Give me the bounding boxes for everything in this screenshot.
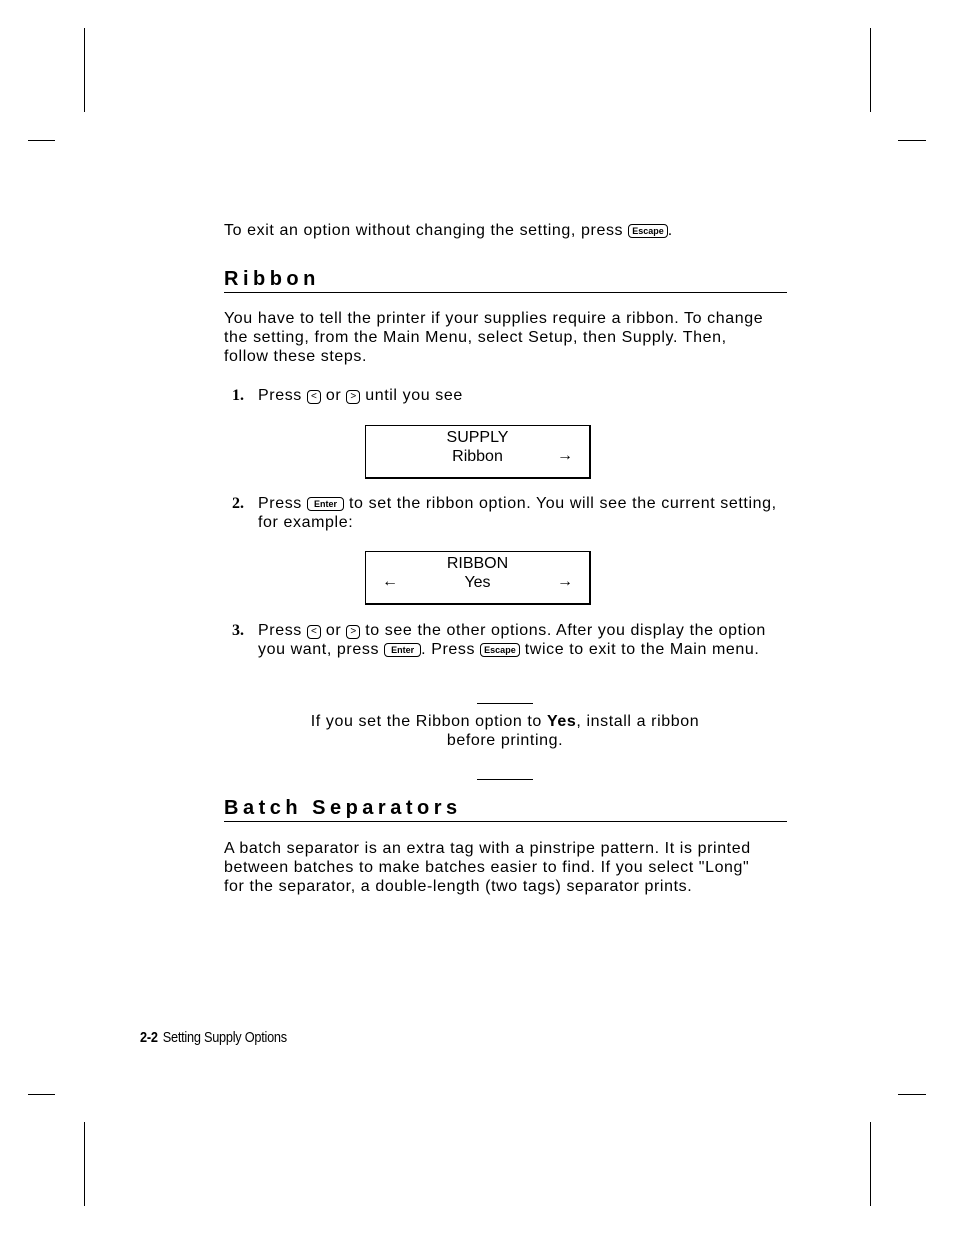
page-number: 2-2 (140, 1029, 158, 1046)
note-after: , install a ribbon before printing. (446, 713, 700, 749)
step-1-rest: until you see (365, 387, 463, 404)
intro-text (224, 221, 787, 240)
note-bold: Yes (546, 713, 577, 730)
footer-section-title: Setting Supply Options (162, 1029, 287, 1046)
step-3-press: Press (258, 622, 302, 639)
intro-text-after: . (667, 222, 673, 239)
right-key-icon: > (346, 625, 360, 639)
enter-key-icon: Enter (384, 643, 421, 657)
display-2-line2: Yes (464, 574, 491, 591)
step-2-number: 2. (232, 495, 244, 512)
step-3-rest2: . Press (421, 641, 476, 658)
ribbon-paragraph: You have to tell the printer if your supplies require a ribbon. To change the setting, from the Main Menu, select Setup, then Supply. Then, follow these steps. (224, 310, 764, 365)
step-1-number: 1. (232, 387, 244, 404)
escape-key-icon: Escape (480, 643, 520, 657)
step-1-text (258, 386, 778, 405)
batch-paragraph: A batch separator is an extra tag with a pinstripe pattern. It is printed between batches to make batches easier to find. If you select "Long" for the separator, a double-length (two tags) separator prints. (224, 840, 751, 895)
right-key-icon: > (346, 390, 360, 404)
step-1-or: or (325, 387, 342, 404)
escape-key-icon: Escape (628, 224, 668, 238)
step-1-press: Press (258, 387, 302, 404)
step-3-rest1: to see the other options. After you display the option you want, press (258, 622, 766, 658)
note-rule-top (477, 703, 533, 704)
step-2-press: Press (258, 495, 302, 512)
batch-separators-heading: Batch Separators (224, 797, 787, 822)
step-3-text (258, 621, 783, 659)
crop-mark-top-left-vertical (84, 28, 85, 112)
display-1-line1: SUPPLY (446, 429, 509, 446)
crop-mark-top-right-horizontal (898, 140, 926, 141)
right-arrow-icon: → (557, 447, 573, 464)
crop-mark-bottom-right-horizontal (898, 1094, 926, 1095)
step-2-text (258, 494, 778, 532)
crop-mark-bottom-left-vertical (84, 1122, 85, 1206)
step-3-number: 3. (232, 622, 244, 639)
note-rule-bottom (477, 779, 533, 780)
crop-mark-bottom-right-vertical (870, 1122, 871, 1206)
crop-mark-top-left-horizontal (28, 140, 55, 141)
ribbon-heading: Ribbon (224, 268, 787, 293)
display-ribbon-yes (365, 551, 591, 605)
note-text (310, 712, 700, 750)
intro-text-before: To exit an option without changing the setting, press (224, 222, 624, 239)
display-supply-ribbon (365, 425, 591, 479)
step-2-rest: to set the ribbon option. You will see the current setting, for example: (258, 495, 777, 531)
display-2-line1: RIBBON (446, 555, 509, 572)
right-arrow-icon: → (557, 573, 573, 590)
crop-mark-bottom-left-horizontal (28, 1094, 55, 1095)
left-arrow-icon: ← (382, 573, 398, 590)
crop-mark-top-right-vertical (870, 28, 871, 112)
page-footer (140, 1029, 287, 1046)
left-key-icon: < (307, 390, 321, 404)
enter-key-icon: Enter (307, 497, 344, 511)
left-key-icon: < (307, 625, 321, 639)
step-3-rest3: twice to exit to the Main menu. (524, 641, 760, 658)
display-1-line2: Ribbon (452, 448, 503, 465)
note-before: If you set the Ribbon option to (310, 713, 542, 730)
step-3-or: or (325, 622, 342, 639)
